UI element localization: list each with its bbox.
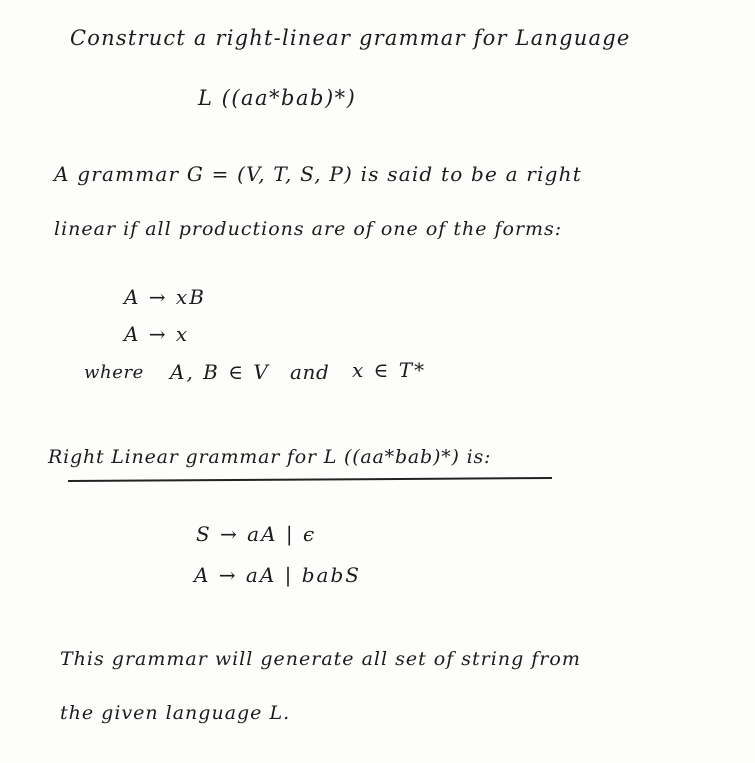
form-rule-1: A → xB: [124, 285, 206, 309]
definition-line-1: A grammar G = (V, T, S, P) is said to be a right: [54, 162, 582, 186]
form-rule-2: A → x: [124, 322, 190, 346]
where-label: where: [84, 362, 144, 383]
where-condition-2: x ∈ T*: [352, 358, 427, 382]
title-line-2: L ((aa*bab)*): [198, 86, 357, 110]
where-condition-1: A, B ∈ V: [170, 360, 270, 384]
production-rule-1: S → aA | ϵ: [196, 522, 317, 546]
and-label: and: [290, 360, 330, 384]
definition-line-2: linear if all productions are of one of the forms:: [54, 218, 563, 240]
conclusion-line-2: the given language L.: [60, 702, 291, 724]
production-rule-2: A → aA | babS: [194, 563, 361, 587]
section-heading: Right Linear grammar for L ((aa*bab)*) is:: [48, 446, 492, 468]
conclusion-line-1: This grammar will generate all set of string from: [60, 648, 581, 670]
title-line-1: Construct a right-linear grammar for Language: [70, 26, 631, 50]
heading-underline: [68, 477, 552, 482]
